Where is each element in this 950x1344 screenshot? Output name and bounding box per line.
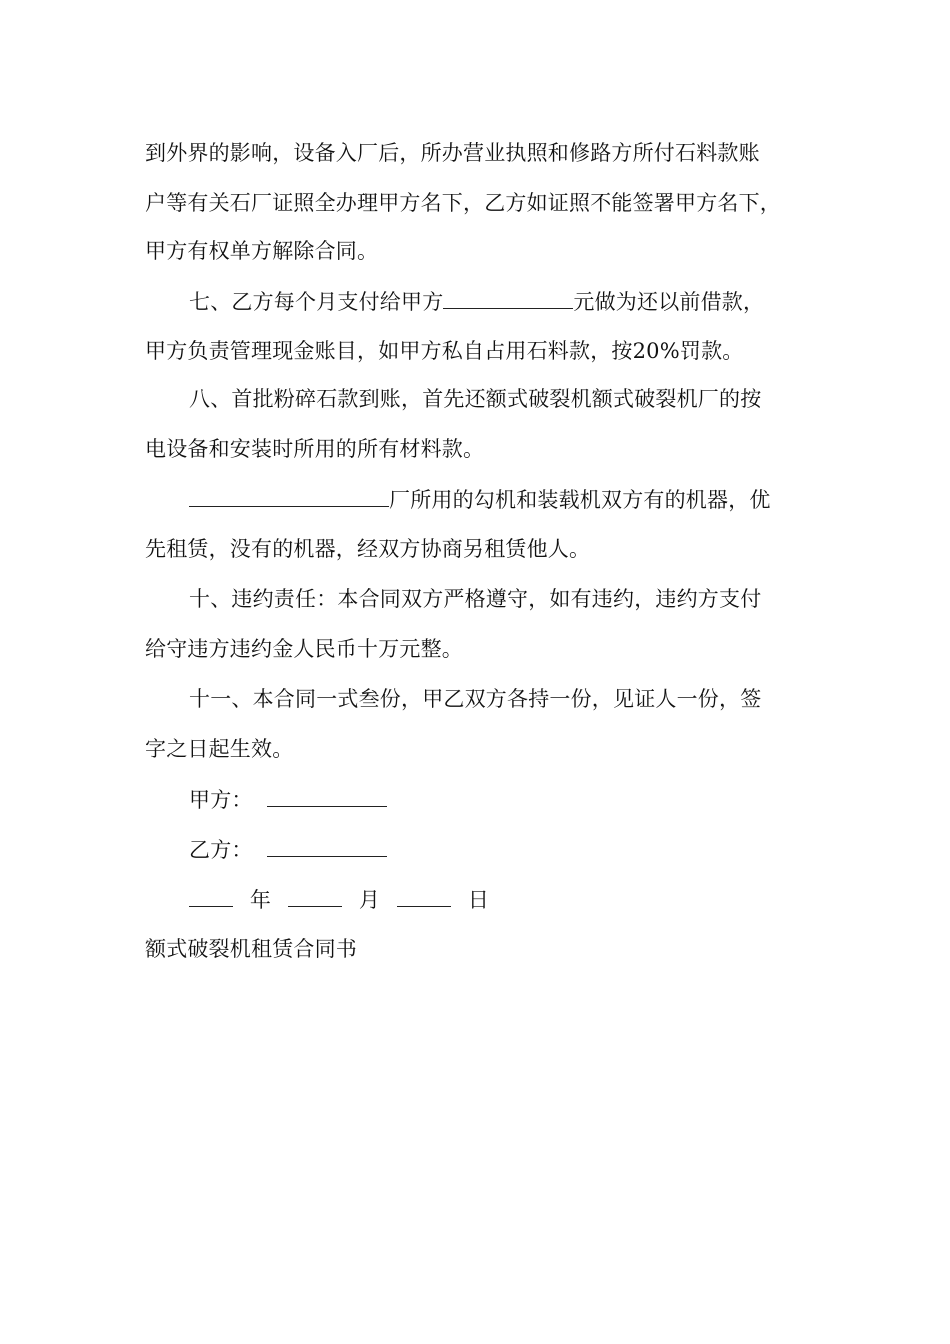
- paragraph-6-line-4: 户等有关石厂证照全办理甲方名下，乙方如证照不能签署甲方名下，: [145, 191, 781, 215]
- month-blank: [288, 884, 342, 907]
- amount-blank: [443, 286, 573, 309]
- day-label: 日: [467, 888, 490, 912]
- party-a-signature: [189, 784, 387, 815]
- clause-10-line-1: 十、违约责任：本合同双方严格遵守，如有违约，违约方支付: [189, 587, 762, 611]
- year-label: 年: [249, 888, 272, 912]
- paragraph-6-line-5: 甲方有权单方解除合同。: [145, 239, 379, 263]
- clause-7-text-b: 元做为还以前借款，: [573, 290, 765, 314]
- factory-name-blank: [189, 484, 389, 507]
- year-blank: [189, 884, 233, 907]
- clause-11-line-1: 十一、本合同一式叁份，甲乙双方各持一份，见证人一份，签: [189, 687, 762, 711]
- party-a-blank: [267, 784, 387, 807]
- party-b-blank: [267, 834, 387, 857]
- clause-7-text-a: 七、乙方每个月支付给甲方: [189, 290, 444, 314]
- clause-8-line-1: 八、首批粉碎石款到账，首先还额式破裂机额式破裂机厂的按: [189, 387, 762, 411]
- day-blank: [397, 884, 451, 907]
- clause-7-line-2: 甲方负责管理现金账目，如甲方私自占用石料款，按20%罚款。: [145, 339, 744, 363]
- paragraph-6-line-3: 到外界的影响，设备入厂后，所办营业执照和修路方所付石料款账: [145, 141, 760, 165]
- clause-9-line-1: [189, 484, 771, 515]
- party-a-label: 甲方：: [189, 788, 253, 812]
- footer-title: 额式破裂机租赁合同书: [145, 937, 357, 961]
- clause-8-line-2: 电设备和安装时所用的所有材料款。: [145, 437, 485, 461]
- date-line: [189, 884, 489, 915]
- party-b-signature: [189, 834, 387, 865]
- clause-7-line-1: [189, 286, 764, 317]
- clause-9-text: 厂所用的勾机和装载机双方有的机器，优: [389, 488, 771, 512]
- clause-11-line-2: 字之日起生效。: [145, 737, 294, 761]
- month-label: 月: [358, 888, 381, 912]
- party-b-label: 乙方：: [189, 838, 253, 862]
- clause-9-line-2: 先租赁，没有的机器，经双方协商另租赁他人。: [145, 537, 591, 561]
- clause-10-line-2: 给守违方违约金人民币十万元整。: [145, 637, 463, 661]
